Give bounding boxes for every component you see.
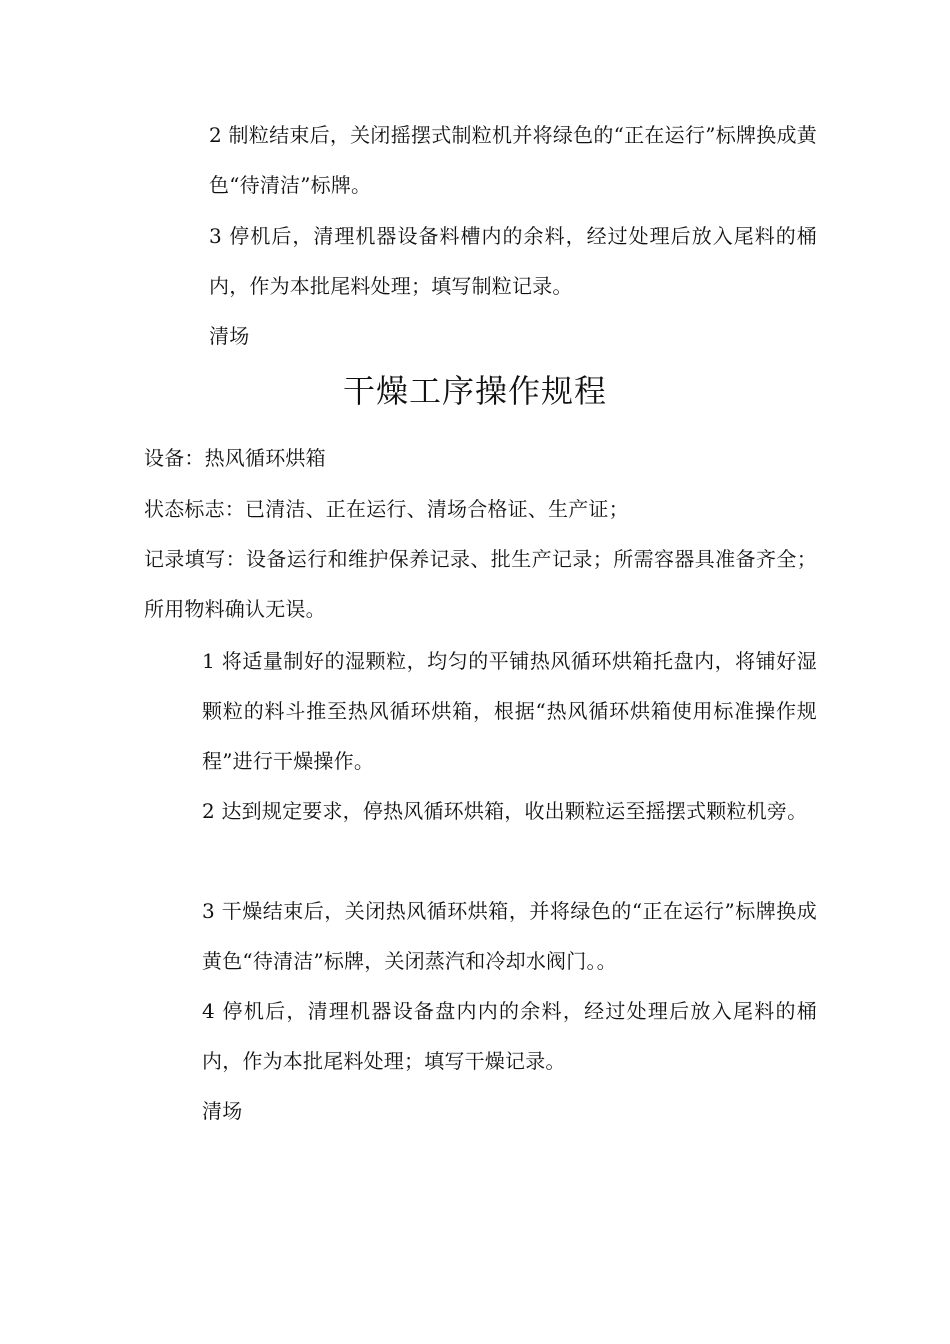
granulation-step-2: 2 制粒结束后，关闭摇摆式制粒机并将绿色的“正在运行”标牌换成黄色“待清洁”标牌。: [209, 123, 817, 197]
drying-equipment: 设备：热风循环烘箱: [144, 446, 326, 470]
drying-step-4: 4 停机后，清理机器设备盘内内的余料，经过处理后放入尾料的桶内，作为本批尾料处理；填写干燥记录。: [202, 999, 817, 1073]
drying-step-2: 2 达到规定要求，停热风循环烘箱，收出颗粒运至摇摆式颗粒机旁。: [202, 799, 808, 823]
drying-status-marks: 状态标志：已清洁、正在运行、清场合格证、生产证；: [144, 497, 629, 521]
granulation-clean-heading: 清场: [209, 324, 250, 348]
drying-clean-heading: 清场: [202, 1099, 243, 1123]
drying-step-1: 1 将适量制好的湿颗粒，均匀的平铺热风循环烘箱托盘内，将铺好湿颗粒的料斗推至热风循环烘箱，根据“热风循环烘箱使用标准操作规程”进行干燥操作。: [202, 649, 817, 773]
drying-records: 记录填写：设备运行和维护保养记录、批生产记录；所需容器具准备齐全；所用物料确认无误。: [144, 547, 817, 621]
drying-step-3: 3 干燥结束后，关闭热风循环烘箱，并将绿色的“正在运行”标牌换成黄色“待清洁”标牌，关闭蒸汽和冷却水阀门。。: [202, 899, 817, 973]
granulation-step-3: 3 停机后，清理机器设备料槽内的余料，经过处理后放入尾料的桶内，作为本批尾料处理；填写制粒记录。: [209, 224, 817, 298]
drying-procedure-title: 干燥工序操作规程: [342, 372, 607, 410]
